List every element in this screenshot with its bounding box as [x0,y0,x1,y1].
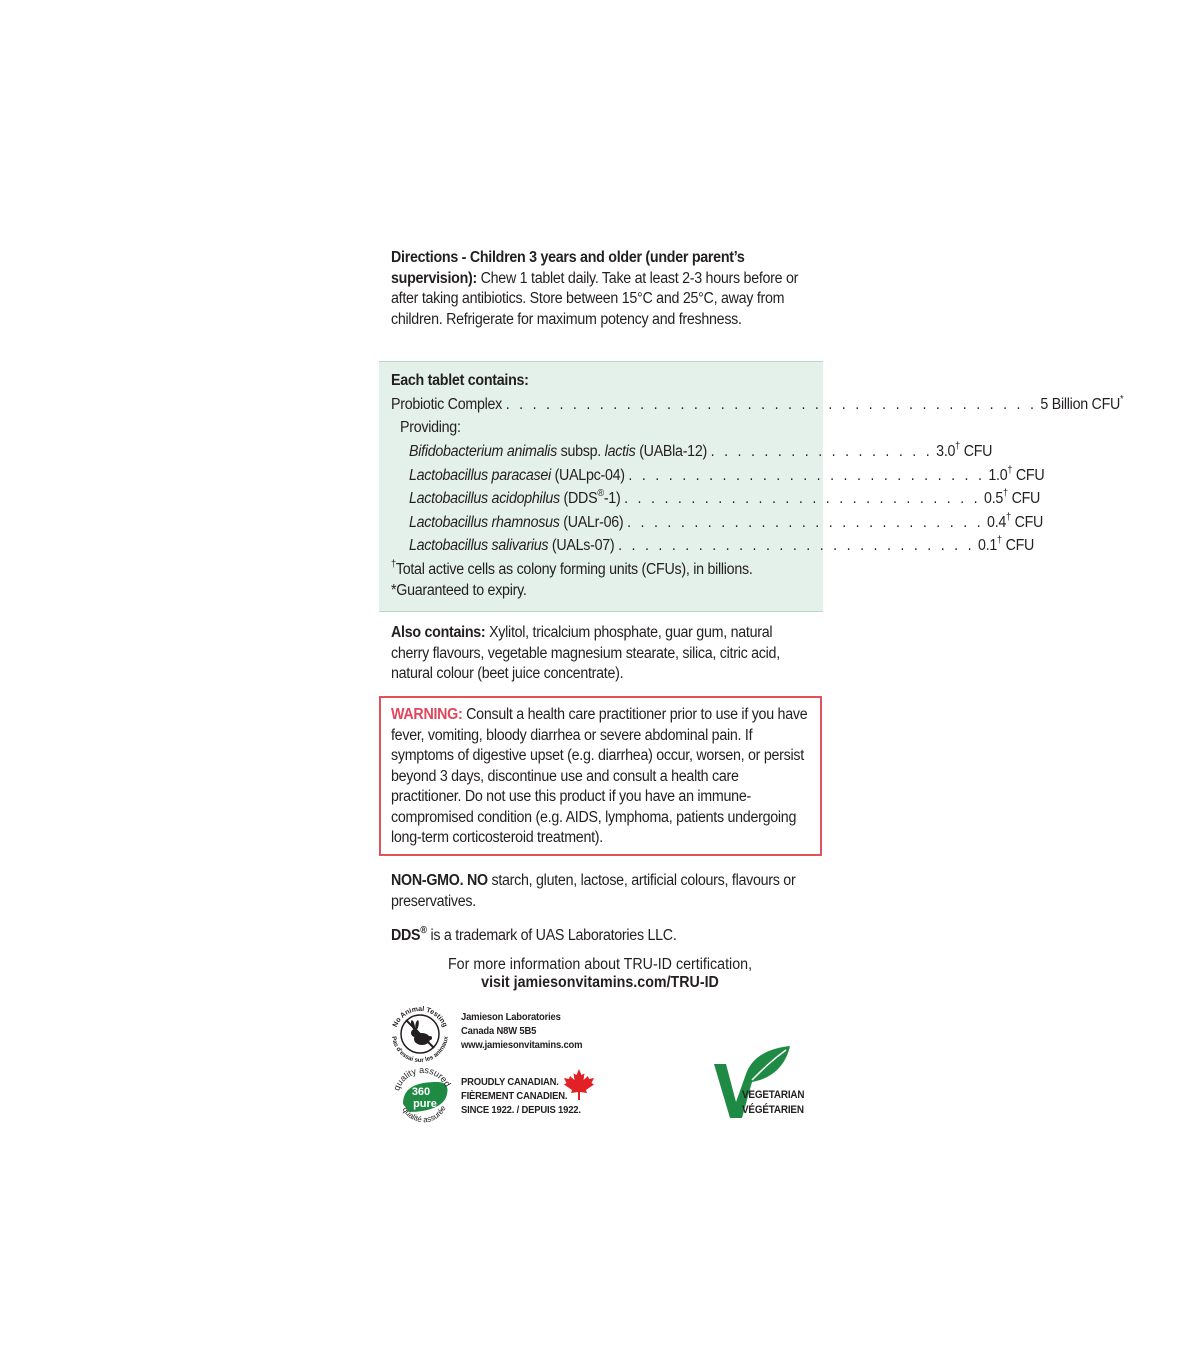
no-animal-testing-badge [386,1002,456,1064]
truid-info [380,956,820,992]
dagger-mark: † [1006,512,1011,523]
proudly-canadian-line: PROUDLY CANADIAN. [461,1076,559,1088]
dagger-mark: † [1003,488,1008,499]
complex-value: 5 Billion CFU [1040,396,1121,413]
dagger-mark: † [955,441,961,452]
qualite-assuree-text: qualité assurée [400,1104,448,1125]
footnote-cfu-text: Total active cells as colony forming units (CFUs), in billions. [395,561,753,578]
strain-code: (UALr-06) [559,514,624,531]
providing-label: Providing: [400,419,461,436]
truid-line: For more information about TRU-ID certification, [447,956,753,973]
complex-row [391,394,1124,416]
warning-paragraph [391,705,812,849]
warning-label: WARNING: [391,706,463,723]
quality-assured-badge [389,1066,459,1128]
strain-code: (UALs-07) [548,537,615,554]
vegetarian-text: VEGETARIAN [742,1089,805,1101]
providing-row [400,417,820,439]
strain-unit: CFU [1010,514,1044,531]
dagger-mark: † [391,559,396,570]
leader-dots: . . . . . . . . . . . . . . . . . [710,443,933,460]
directions-body: Chew 1 tablet daily. Take at least 2-3 hours before or after taking antibiotics. Store between 15°C and 25°C, away from children. Refrigerate for maximum potency and freshness. [391,269,799,328]
registered-mark: ® [597,488,604,499]
strain-value: 0.5 [984,490,1004,507]
vegetarien-text: VÉGÉTARIEN [742,1104,804,1116]
maple-leaf-icon [562,1068,596,1102]
truid-link[interactable]: visit jamiesonvitamins.com/TRU-ID [481,974,719,991]
strain-value: 3.0 [936,443,956,460]
also-contains-body: Xylitol, tricalcium phosphate, guar gum, natural cherry flavours, vegetable magnesium stearate, silica, citric acid, natural colour (beet juice concentrate). [391,624,780,682]
directions-heading: Directions - Children 3 years and older (under parent’s supervision): [391,249,745,287]
strain-species: Lactobacillus paracasei [409,467,551,484]
leader-dots: . . . . . . . . . . . . . . . . . . . . . . . . . . . [627,514,984,531]
strain-row [409,535,1035,557]
dagger-mark: † [997,535,1002,546]
leader-dots: . . . . . . . . . . . . . . . . . . . . . . . . . . . [628,467,985,484]
strain-code: (UALpc-04) [550,467,625,484]
directions-paragraph [391,248,811,330]
also-contains-heading: Also contains: [391,624,486,641]
non-gmo-body: starch, gluten, lactose, artificial colours, flavours or preservatives. [391,872,796,910]
badge-360-text: 360 [411,1086,431,1098]
trademark-registered: ® [420,925,427,936]
footnote-cfu [391,560,811,581]
quality-assured-text: quality assured [391,1066,453,1092]
ingredients-heading: Each tablet contains: [391,372,529,389]
strain-row [409,488,1041,510]
since-1922-line: SINCE 1922. / DEPUIS 1922. [461,1104,581,1116]
complex-label: Probiotic Complex [391,396,503,413]
warning-body: Consult a health care practitioner prior to use if you have fever, vomiting, bloody diarrhea or severe abdominal pain. If symptoms of digestive upset (e.g. diarrhea) occur, worsen, or persist beyond 3 days, discontinue use and consult a health care practitioner. Do not use this product if you have an immune-compromised condition (e.g. AIDS, lymphoma, patients undergoing long-term corticosteroid treatment). [391,706,808,846]
strain-value: 1.0 [988,467,1008,484]
trademark-mark: DDS [391,927,421,944]
company-address [461,1010,582,1052]
fierement-canadien-line: FIÈREMENT CANADIEN. [461,1090,568,1102]
pas-essai-text: Pas d’essai sur les animaux [390,1035,450,1064]
also-contains-paragraph [391,623,811,685]
strain-row [409,512,1044,534]
badge-pure-text: pure [413,1098,437,1110]
strain-subsp: subsp. [556,443,605,460]
leader-dots: . . . . . . . . . . . . . . . . . . . . . . . . . . . [618,537,975,554]
complex-mark: * [1120,394,1124,405]
non-gmo-heading: NON-GMO. NO [391,872,488,889]
strain-code: (UABla-12) [635,443,707,460]
strain-row [409,465,1045,487]
leader-dots: . . . . . . . . . . . . . . . . . . . . . . . . . . . . . . . . . . . . . . . . [505,396,1037,413]
strain-species: Bifidobacterium animalis [409,443,557,460]
strain-unit: CFU [1001,537,1035,554]
strain-species: Lactobacillus acidophilus [409,490,560,507]
strain-species: Lactobacillus rhamnosus [409,514,560,531]
strain-value: 0.1 [978,537,998,554]
no-animal-testing-text: No Animal Testing [391,1005,449,1029]
company-name: Jamieson Laboratories [461,1011,561,1023]
footnote-expiry: *Guaranteed to expiry. [391,581,527,599]
strain-code-suffix: -1) [603,490,621,507]
ingredients-footnotes [391,560,811,601]
ingredients-heading-row [391,370,811,392]
dagger-mark: † [1007,465,1013,476]
strain-unit: CFU [1012,467,1045,484]
leader-dots: . . . . . . . . . . . . . . . . . . . . . . . . . . . [624,490,981,507]
strain-species: Lactobacillus salivarius [409,537,549,554]
company-website[interactable]: www.jamiesonvitamins.com [461,1039,583,1051]
strain-row [409,441,993,463]
strain-subspecies: lactis [604,443,636,460]
trademark-body: is a trademark of UAS Laboratories LLC. [426,927,677,944]
strain-value: 0.4 [987,514,1007,531]
strain-unit: CFU [1007,490,1041,507]
strain-code: (DDS [559,490,598,507]
company-postal: Canada N8W 5B5 [461,1025,537,1037]
non-gmo-paragraph [391,871,811,912]
trademark-paragraph [391,926,811,947]
vegetarian-label [742,1088,804,1118]
strain-unit: CFU [960,443,993,460]
